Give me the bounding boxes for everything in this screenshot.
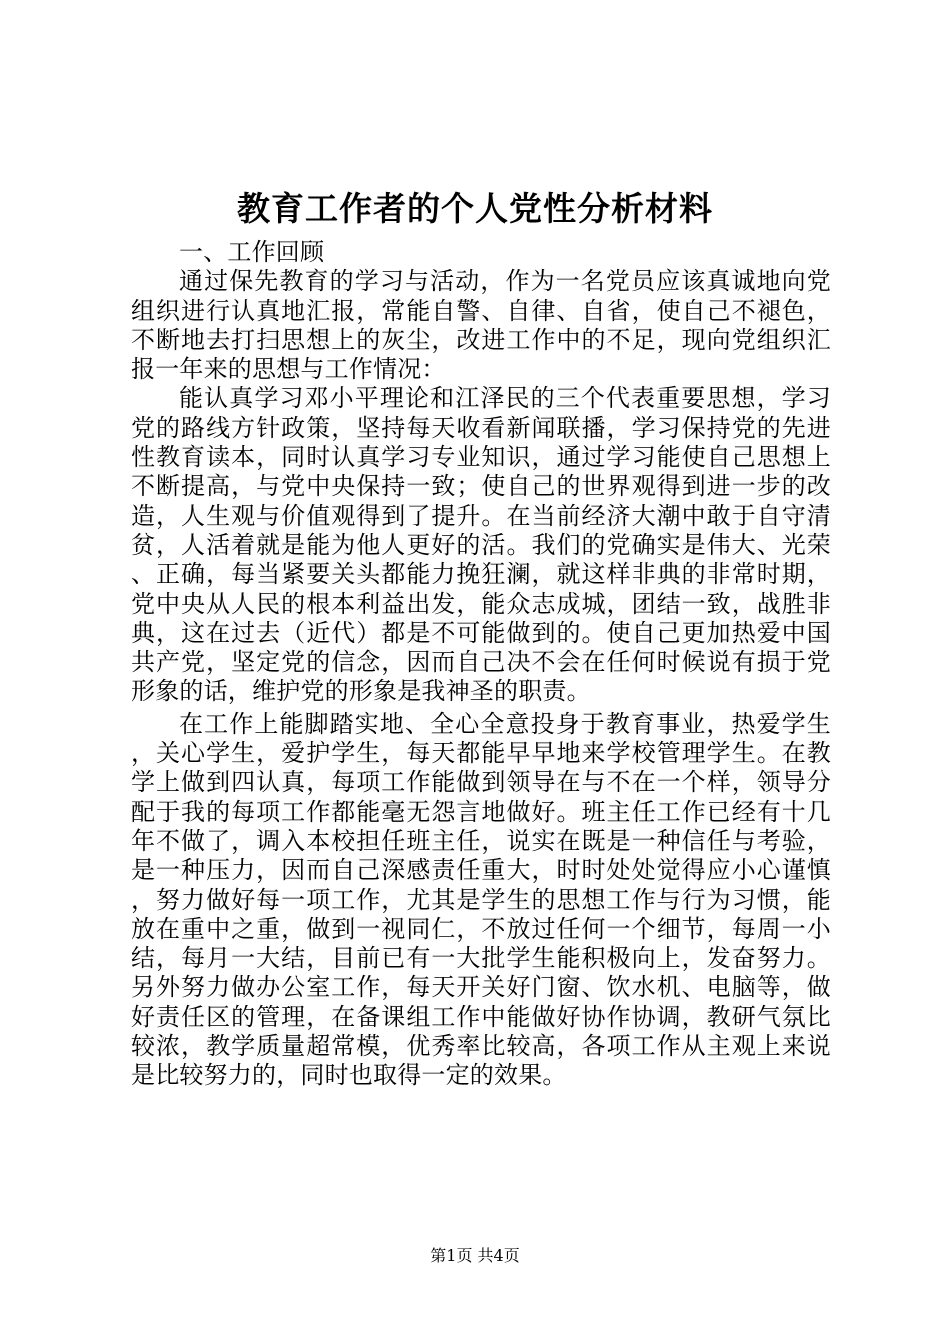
paragraph-work: 在工作上能脚踏实地、全心全意投身于教育事业，热爱学生，关心学生，爱护学生，每天都能早早地来学校管理学生。在教学上做到四认真，每项工作能做到领导在与不在一个样，领导分配于我的每项工作都能毫无怨言地做好。班主任工作已经有十几年不做了，调入本校担任班主任，说实在既是一种信任与考验，是一种压力，因而自己深感责任重大，时时处处觉得应小心谨慎，努力做好每一项工作，尤其是学生的思想工作与行为习惯，能放在重中之重，做到一视同仁，不放过任何一个细节，每周一小结，每月一大结，目前已有一大批学生能积极向上，发奋努力。另外努力做办公室工作，每天开关好门窗、饮水机、电脑等，做好责任区的管理，在备课组工作中能做好协作协调，教研气氛比较浓，教学质量超常模，优秀率比较高，各项工作从主观上来说是比较努力的，同时也取得一定的效果。 bbox=[131, 709, 831, 1090]
document-title: 教育工作者的个人党性分析材料 bbox=[237, 189, 713, 228]
document-body bbox=[131, 238, 831, 1091]
paragraph-study: 能认真学习邓小平理论和江泽民的三个代表重要思想，学习党的路线方针政策，坚持每天收看新闻联播，学习保持党的先进性教育读本，同时认真学习专业知识，通过学习能使自己思想上不断提高，与党中央保持一致；使自己的世界观得到进一步的改造，人生观与价值观得到了提升。在当前经济大潮中敢于自守清贫，人活着就是能为他人更好的活。我们的党确实是伟大、光荣、正确，每当紧要关头都能力挽狂澜，就这样非典的非常时期，党中央从人民的根本利益出发，能众志成城，团结一致，战胜非典，这在过去（近代）都是不可能做到的。使自己更加热爱中国共产党，坚定党的信念，因而自己决不会在任何时候说有损于党形象的话，维护党的形象是我神圣的职责。 bbox=[131, 384, 831, 706]
paragraph-intro: 通过保先教育的学习与活动，作为一名党员应该真诚地向党组织进行认真地汇报，常能自警、自律、自省，使自己不褪色，不断地去打扫思想上的灰尘，改进工作中的不足，现向党组织汇报一年来的思想与工作情况： bbox=[131, 267, 831, 384]
page-footer: 第1页 共4页 bbox=[430, 1246, 520, 1265]
section-heading: 一、工作回顾 bbox=[179, 238, 325, 266]
